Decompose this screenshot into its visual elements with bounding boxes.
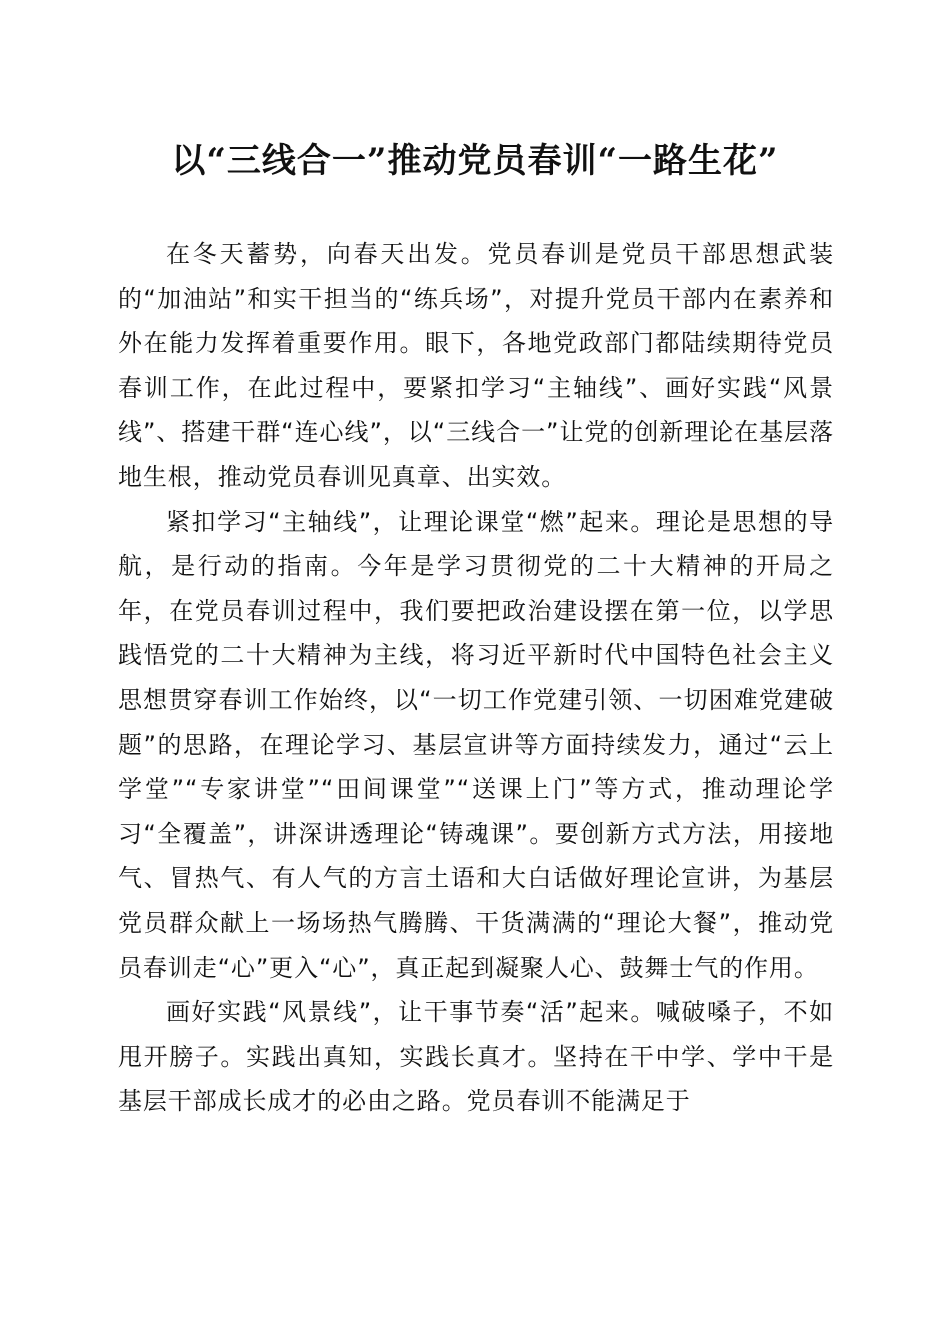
- paragraph-practice: 画好实践“风景线”，让干事节奏“活”起来。喊破嗓子，不如甩开膀子。实践出真知，实践长真才。坚持在干中学、学中干是基层干部成长成才的必由之路。党员春训不能满足于: [118, 998, 834, 1116]
- paragraph-theory: 紧扣学习“主轴线”，让理论课堂“燃”起来。理论是思想的导航，是行动的指南。今年是学习贯彻党的二十大精神的开局之年，在党员春训过程中，我们要把政治建设摆在第一位，以学思践悟党的二十大精神为主线，将习近平新时代中国特色社会主义思想贯穿春训工作始终，以“一切工作党建引领、一切困难党建破题”的思路，在理论学习、基层宣讲等方面持续发力，通过“云上学堂”“专家讲堂”“田间课堂”“送课上门”等方式，推动理论学习“全覆盖”，讲深讲透理论“铸魂课”。要创新方式方法，用接地气、冒热气、有人气的方言土语和大白话做好理论宣讲，为基层党员群众献上一场场热气腾腾、干货满满的“理论大餐”，推动党员春训走“心”更入“心”，真正起到凝聚人心、鼓舞士气的作用。: [118, 507, 834, 982]
- paragraph-intro: 在冬天蓄势，向春天出发。党员春训是党员干部思想武装的“加油站”和实干担当的“练兵场”，对提升党员干部内在素养和外在能力发挥着重要作用。眼下，各地党政部门都陆续期待党员春训工作，在此过程中，要紧扣学习“主轴线”、画好实践“风景线”、搭建干群“连心线”，以“三线合一”让党的创新理论在基层落地生根，推动党员春训见真章、出实效。: [118, 240, 834, 491]
- document-body: [118, 232, 834, 1124]
- document-title: 以“三线合一”推动党员春训“一路生花”: [171, 141, 779, 181]
